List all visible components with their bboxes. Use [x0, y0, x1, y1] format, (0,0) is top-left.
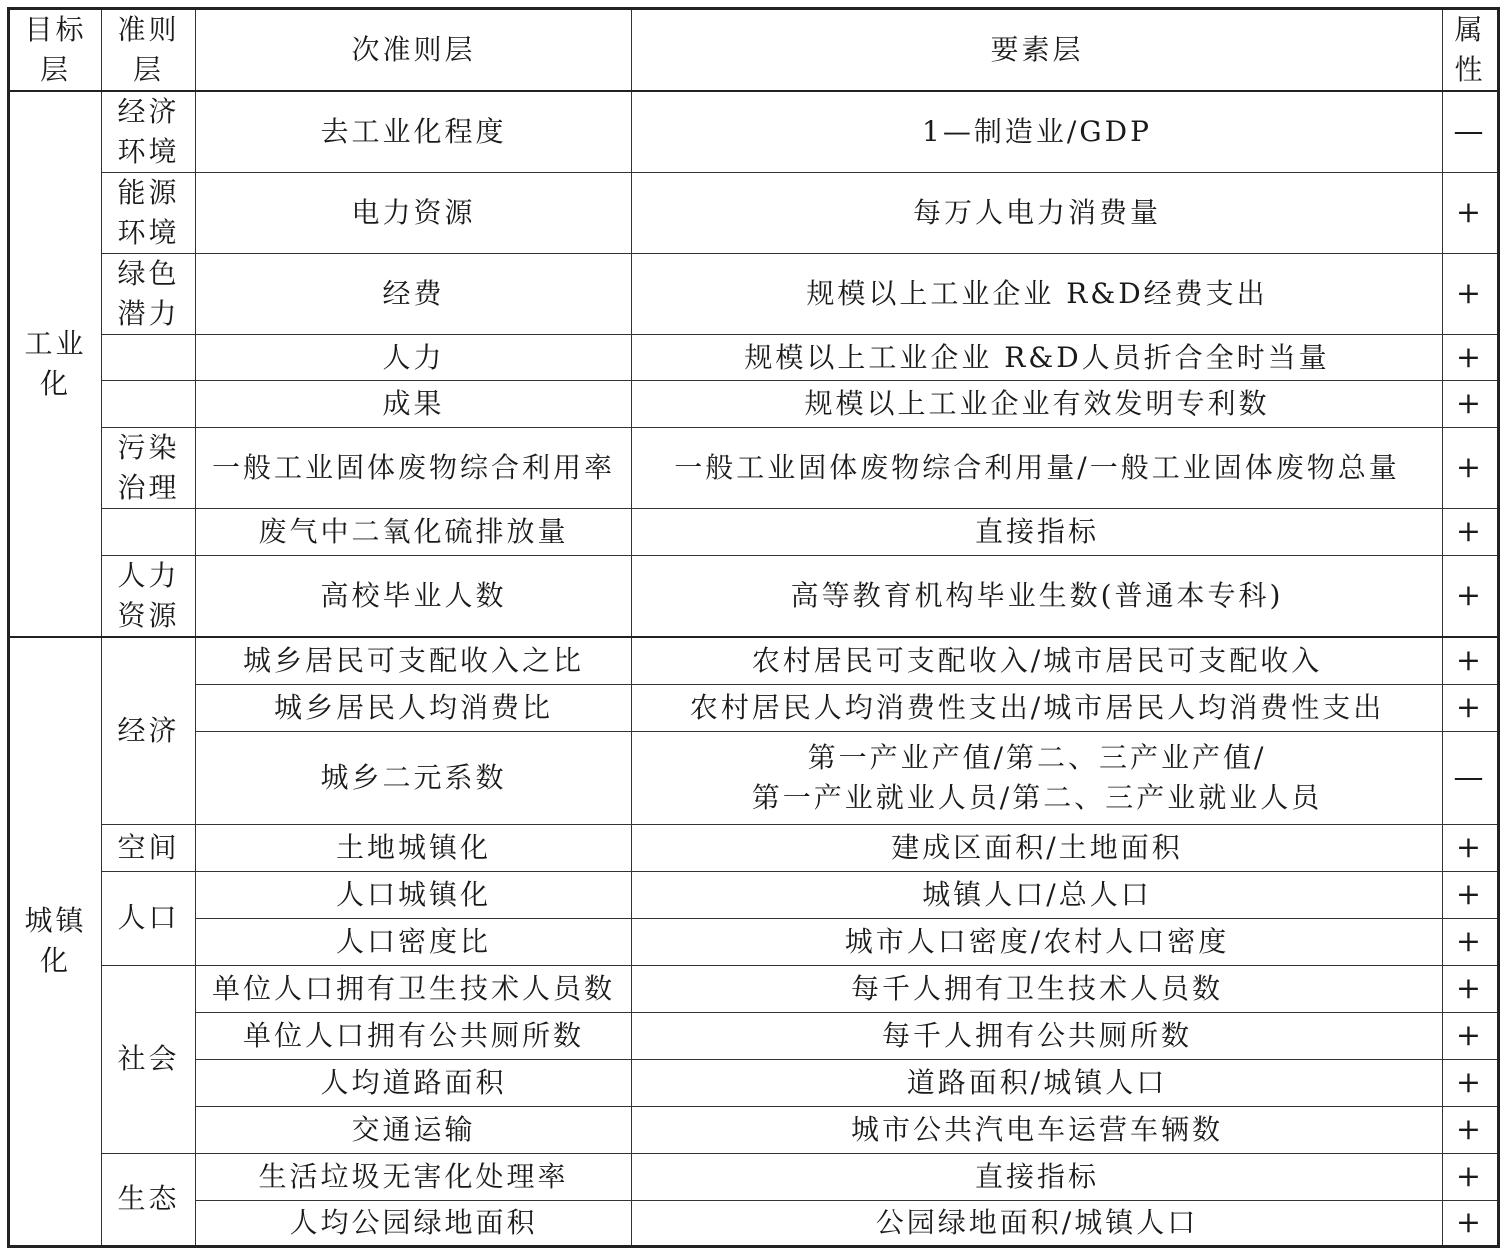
element-cell: 直接指标 [632, 509, 1443, 556]
sub-criteria-cell: 废气中二氧化硫排放量 [196, 509, 632, 556]
table-row [9, 428, 1499, 509]
sub-criteria-cell: 人口密度比 [196, 918, 632, 965]
element-cell: 每千人拥有卫生技术人员数 [632, 965, 1443, 1012]
sub-criteria-cell: 一般工业固体废物综合利用率 [196, 428, 632, 509]
header-row [9, 9, 1499, 92]
attribute-cell: + [1443, 1153, 1499, 1200]
criteria-empty-cell [102, 381, 196, 428]
attribute-cell: + [1443, 509, 1499, 556]
sub-criteria-cell: 单位人口拥有卫生技术人员数 [196, 965, 632, 1012]
element-cell: 一般工业固体废物综合利用量/一般工业固体废物总量 [632, 428, 1443, 509]
criteria-energy-environment: 能源 环境 [102, 173, 196, 254]
sub-criteria-cell: 土地城镇化 [196, 824, 632, 871]
element-cell: 规模以上工业企业 R&D经费支出 [632, 254, 1443, 335]
sub-criteria-cell: 城乡居民可支配收入之比 [196, 637, 632, 684]
attribute-cell: — [1443, 91, 1499, 173]
attribute-cell: + [1443, 254, 1499, 335]
criteria-economic-environment: 经济 环境 [102, 91, 196, 173]
sub-criteria-cell: 城乡居民人均消费比 [196, 684, 632, 731]
sub-criteria-cell: 成果 [196, 381, 632, 428]
attribute-cell: + [1443, 637, 1499, 684]
sub-criteria-cell: 人口城镇化 [196, 871, 632, 918]
element-cell: 城市人口密度/农村人口密度 [632, 918, 1443, 965]
element-cell: 规模以上工业企业有效发明专利数 [632, 381, 1443, 428]
criteria-empty-cell [102, 509, 196, 556]
table-row [9, 1200, 1499, 1246]
attribute-cell: + [1443, 684, 1499, 731]
table-row [9, 91, 1499, 173]
table-row [9, 1059, 1499, 1106]
element-cell: 1—制造业/GDP [632, 91, 1443, 173]
table-row [9, 824, 1499, 871]
attribute-cell: + [1443, 965, 1499, 1012]
goal-industrialization: 工业化 [9, 91, 102, 637]
element-cell: 高等教育机构毕业生数(普通本专科) [632, 556, 1443, 638]
element-cell: 农村居民人均消费性支出/城市居民人均消费性支出 [632, 684, 1443, 731]
attribute-cell: — [1443, 731, 1499, 824]
criteria-empty-cell [102, 335, 196, 381]
table-row [9, 335, 1499, 381]
criteria-society: 社会 [102, 965, 196, 1153]
criteria-space: 空间 [102, 824, 196, 871]
element-cell: 第一产业产值/第二、三产业产值/ 第一产业就业人员/第二、三产业就业人员 [632, 731, 1443, 824]
indicator-table [7, 7, 1500, 1248]
table-row [9, 684, 1499, 731]
sub-criteria-cell: 生活垃圾无害化处理率 [196, 1153, 632, 1200]
element-cell: 直接指标 [632, 1153, 1443, 1200]
element-cell: 公园绿地面积/城镇人口 [632, 1200, 1443, 1246]
element-cell: 每万人电力消费量 [632, 173, 1443, 254]
criteria-pollution-control: 污染 治理 [102, 428, 196, 509]
element-cell: 农村居民可支配收入/城市居民可支配收入 [632, 637, 1443, 684]
element-cell: 城市公共汽电车运营车辆数 [632, 1106, 1443, 1153]
table-row [9, 254, 1499, 335]
element-cell: 规模以上工业企业 R&D人员折合全时当量 [632, 335, 1443, 381]
header-element-layer: 要素层 [632, 9, 1443, 92]
table-row [9, 731, 1499, 824]
sub-criteria-cell: 电力资源 [196, 173, 632, 254]
criteria-population: 人口 [102, 871, 196, 965]
sub-criteria-cell: 人力 [196, 335, 632, 381]
table-row [9, 1153, 1499, 1200]
element-cell: 道路面积/城镇人口 [632, 1059, 1443, 1106]
criteria-human-resources: 人力 资源 [102, 556, 196, 638]
attribute-cell: + [1443, 556, 1499, 638]
element-cell: 每千人拥有公共厕所数 [632, 1012, 1443, 1059]
table-row [9, 1106, 1499, 1153]
sub-criteria-cell: 人均公园绿地面积 [196, 1200, 632, 1246]
element-cell: 建成区面积/土地面积 [632, 824, 1443, 871]
table-row [9, 1012, 1499, 1059]
attribute-cell: + [1443, 1106, 1499, 1153]
header-attribute: 属性 [1443, 9, 1499, 92]
element-cell: 城镇人口/总人口 [632, 871, 1443, 918]
goal-urbanization: 城镇化 [9, 637, 102, 1246]
attribute-cell: + [1443, 1012, 1499, 1059]
attribute-cell: + [1443, 824, 1499, 871]
sub-criteria-cell: 高校毕业人数 [196, 556, 632, 638]
table-row [9, 871, 1499, 918]
sub-criteria-cell: 交通运输 [196, 1106, 632, 1153]
attribute-cell: + [1443, 173, 1499, 254]
attribute-cell: + [1443, 871, 1499, 918]
header-goal-layer: 目标层 [9, 9, 102, 92]
table-row [9, 556, 1499, 638]
table-row [9, 381, 1499, 428]
table-row [9, 509, 1499, 556]
attribute-cell: + [1443, 381, 1499, 428]
criteria-economy: 经济 [102, 637, 196, 824]
criteria-green-potential: 绿色 潜力 [102, 254, 196, 335]
header-criteria-layer: 准则层 [102, 9, 196, 92]
sub-criteria-cell: 单位人口拥有公共厕所数 [196, 1012, 632, 1059]
table-row [9, 637, 1499, 684]
sub-criteria-cell: 城乡二元系数 [196, 731, 632, 824]
table-row [9, 965, 1499, 1012]
criteria-ecology: 生态 [102, 1153, 196, 1246]
table-row [9, 173, 1499, 254]
attribute-cell: + [1443, 335, 1499, 381]
attribute-cell: + [1443, 1059, 1499, 1106]
header-sub-criteria-layer: 次准则层 [196, 9, 632, 92]
table-row [9, 918, 1499, 965]
attribute-cell: + [1443, 1200, 1499, 1246]
sub-criteria-cell: 人均道路面积 [196, 1059, 632, 1106]
sub-criteria-cell: 去工业化程度 [196, 91, 632, 173]
attribute-cell: + [1443, 428, 1499, 509]
attribute-cell: + [1443, 918, 1499, 965]
sub-criteria-cell: 经费 [196, 254, 632, 335]
